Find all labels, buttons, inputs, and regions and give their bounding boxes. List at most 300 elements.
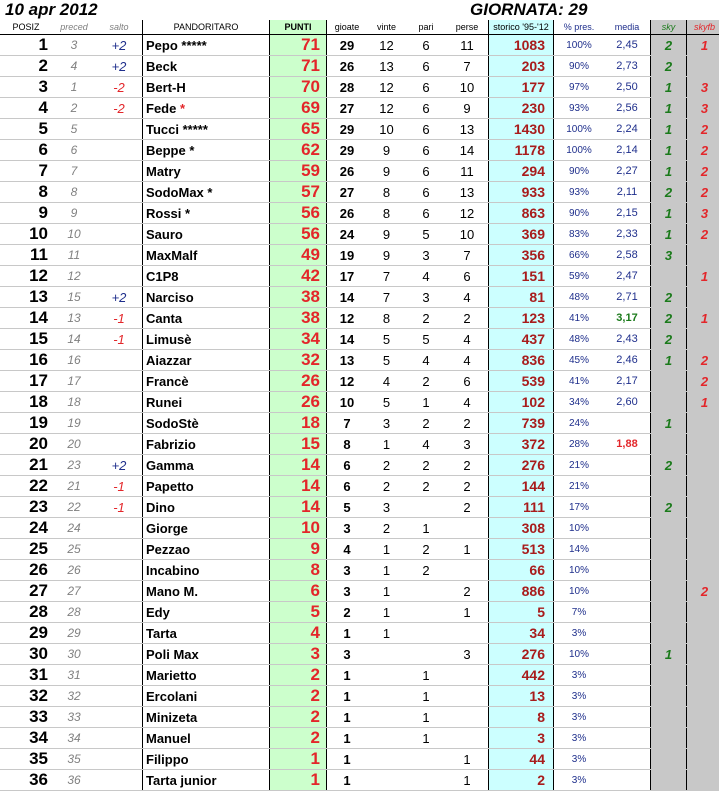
historic-cell: 2 <box>489 770 554 791</box>
lost-cell: 14 <box>446 140 489 161</box>
skyfb-cell <box>687 707 719 728</box>
average-cell: 2,47 <box>604 266 651 287</box>
points-cell: 8 <box>270 560 327 581</box>
attendance-cell: 3% <box>554 707 605 728</box>
historic-cell: 863 <box>489 203 554 224</box>
player-name-cell <box>143 56 270 77</box>
attendance-cell: 3% <box>554 770 605 791</box>
points-cell: 3 <box>270 644 327 665</box>
skyfb-cell <box>687 539 719 560</box>
historic-cell: 102 <box>489 392 554 413</box>
average-cell: 2,11 <box>604 182 651 203</box>
drawn-cell <box>406 581 446 602</box>
player-name-cell <box>143 203 270 224</box>
table-row <box>0 560 719 581</box>
points-cell: 34 <box>270 329 327 350</box>
attendance-cell: 93% <box>554 98 605 119</box>
sky-cell: 1 <box>651 350 687 371</box>
sky-cell: 1 <box>651 203 687 224</box>
rank-change-cell <box>96 350 143 371</box>
played-cell: 10 <box>327 392 368 413</box>
won-cell: 2 <box>367 455 406 476</box>
drawn-cell: 3 <box>406 245 446 266</box>
rank-change-cell: -2 <box>96 98 143 119</box>
points-cell: 56 <box>270 203 327 224</box>
player-mark: * <box>185 206 190 221</box>
points-cell: 65 <box>270 119 327 140</box>
historic-cell: 203 <box>489 56 554 77</box>
skyfb-cell <box>687 413 719 434</box>
points-cell: 70 <box>270 77 327 98</box>
points-cell: 9 <box>270 539 327 560</box>
skyfb-cell: 1 <box>687 266 719 287</box>
table-row <box>0 770 719 791</box>
player-name: Sauro <box>146 227 183 242</box>
drawn-cell: 6 <box>406 161 446 182</box>
average-cell: 2,43 <box>604 329 651 350</box>
historic-cell: 13 <box>489 686 554 707</box>
rank-change-cell: -1 <box>96 329 143 350</box>
attendance-cell: 28% <box>554 434 605 455</box>
position-cell: 11 <box>0 245 52 266</box>
drawn-cell: 5 <box>406 329 446 350</box>
col-vinte: vinte <box>367 20 406 35</box>
played-cell: 3 <box>327 581 368 602</box>
table-row <box>0 56 719 77</box>
won-cell: 10 <box>367 119 406 140</box>
table-row <box>0 728 719 749</box>
attendance-cell: 100% <box>554 140 605 161</box>
skyfb-cell: 2 <box>687 182 719 203</box>
won-cell: 2 <box>367 476 406 497</box>
sky-cell: 2 <box>651 287 687 308</box>
player-name: C1P8 <box>146 269 179 284</box>
average-cell: 2,17 <box>604 371 651 392</box>
attendance-cell: 7% <box>554 602 605 623</box>
player-name-cell <box>143 161 270 182</box>
previous-position-cell: 4 <box>52 56 96 77</box>
position-cell: 33 <box>0 707 52 728</box>
player-name: Runei <box>146 395 182 410</box>
sky-cell: 2 <box>651 308 687 329</box>
rank-change-cell <box>96 581 143 602</box>
historic-cell: 3 <box>489 728 554 749</box>
historic-cell: 356 <box>489 245 554 266</box>
drawn-cell <box>406 770 446 791</box>
attendance-cell: 10% <box>554 560 605 581</box>
drawn-cell: 2 <box>406 539 446 560</box>
sky-cell: 1 <box>651 224 687 245</box>
points-cell: 69 <box>270 98 327 119</box>
historic-cell: 44 <box>489 749 554 770</box>
sky-cell: 2 <box>651 182 687 203</box>
giornata-indicator <box>470 0 587 20</box>
sky-cell: 2 <box>651 35 687 56</box>
won-cell <box>367 728 406 749</box>
points-cell: 26 <box>270 371 327 392</box>
rank-change-cell <box>96 119 143 140</box>
table-row <box>0 434 719 455</box>
player-name-cell <box>143 728 270 749</box>
position-cell: 25 <box>0 539 52 560</box>
attendance-cell: 90% <box>554 203 605 224</box>
won-cell: 12 <box>367 35 406 56</box>
lost-cell: 2 <box>446 497 489 518</box>
lost-cell <box>446 707 489 728</box>
rank-change-cell <box>96 245 143 266</box>
previous-position-cell: 24 <box>52 518 96 539</box>
historic-cell: 151 <box>489 266 554 287</box>
skyfb-cell <box>687 455 719 476</box>
lost-cell: 10 <box>446 224 489 245</box>
won-cell: 1 <box>367 434 406 455</box>
skyfb-cell: 1 <box>687 392 719 413</box>
player-name: Ercolani <box>146 689 197 704</box>
won-cell: 1 <box>367 581 406 602</box>
drawn-cell: 6 <box>406 77 446 98</box>
sky-cell: 1 <box>651 77 687 98</box>
sky-cell: 1 <box>651 140 687 161</box>
lost-cell: 1 <box>446 770 489 791</box>
sky-cell <box>651 623 687 644</box>
rank-change-cell: +2 <box>96 455 143 476</box>
position-cell: 8 <box>0 182 52 203</box>
skyfb-cell <box>687 623 719 644</box>
table-row <box>0 518 719 539</box>
lost-cell: 1 <box>446 749 489 770</box>
player-name: Poli Max <box>146 647 199 662</box>
skyfb-cell: 2 <box>687 161 719 182</box>
historic-cell: 437 <box>489 329 554 350</box>
drawn-cell: 4 <box>406 266 446 287</box>
attendance-cell: 3% <box>554 623 605 644</box>
previous-position-cell: 13 <box>52 308 96 329</box>
previous-position-cell: 10 <box>52 224 96 245</box>
average-cell <box>604 665 651 686</box>
lost-cell <box>446 728 489 749</box>
sky-cell <box>651 560 687 581</box>
historic-cell: 276 <box>489 455 554 476</box>
played-cell: 1 <box>327 749 368 770</box>
drawn-cell: 2 <box>406 560 446 581</box>
attendance-cell: 45% <box>554 350 605 371</box>
sky-cell <box>651 434 687 455</box>
lost-cell: 2 <box>446 308 489 329</box>
player-name: Papetto <box>146 479 194 494</box>
rank-change-cell <box>96 434 143 455</box>
won-cell: 12 <box>367 98 406 119</box>
standings-table <box>0 20 719 791</box>
drawn-cell <box>406 749 446 770</box>
player-name: Rossi <box>146 206 181 221</box>
average-cell <box>604 644 651 665</box>
table-row <box>0 392 719 413</box>
points-cell: 2 <box>270 665 327 686</box>
lost-cell <box>446 560 489 581</box>
points-cell: 38 <box>270 287 327 308</box>
player-name-cell <box>143 266 270 287</box>
played-cell: 14 <box>327 287 368 308</box>
player-name-cell <box>143 140 270 161</box>
played-cell: 29 <box>327 140 368 161</box>
historic-cell: 177 <box>489 77 554 98</box>
attendance-cell: 48% <box>554 287 605 308</box>
player-name-cell <box>143 749 270 770</box>
historic-cell: 836 <box>489 350 554 371</box>
player-name: Manuel <box>146 731 191 746</box>
skyfb-cell <box>687 560 719 581</box>
position-cell: 4 <box>0 98 52 119</box>
attendance-cell: 100% <box>554 35 605 56</box>
average-cell: 2,15 <box>604 203 651 224</box>
table-body <box>0 35 719 791</box>
player-name-cell <box>143 413 270 434</box>
historic-cell: 513 <box>489 539 554 560</box>
rank-change-cell <box>96 266 143 287</box>
player-name-cell <box>143 35 270 56</box>
rank-change-cell: +2 <box>96 287 143 308</box>
position-cell: 21 <box>0 455 52 476</box>
table-row <box>0 287 719 308</box>
lost-cell: 3 <box>446 434 489 455</box>
player-name: SodoStè <box>146 416 199 431</box>
won-cell: 7 <box>367 287 406 308</box>
rank-change-cell <box>96 707 143 728</box>
sky-cell <box>651 539 687 560</box>
lost-cell: 13 <box>446 182 489 203</box>
skyfb-cell: 2 <box>687 119 719 140</box>
previous-position-cell: 28 <box>52 602 96 623</box>
position-cell: 19 <box>0 413 52 434</box>
attendance-cell: 83% <box>554 224 605 245</box>
lost-cell: 12 <box>446 203 489 224</box>
player-name-cell <box>143 581 270 602</box>
rank-change-cell <box>96 602 143 623</box>
rank-change-cell <box>96 665 143 686</box>
attendance-cell: 41% <box>554 371 605 392</box>
player-name-cell <box>143 476 270 497</box>
player-name: Matry <box>146 164 181 179</box>
table-row <box>0 161 719 182</box>
played-cell: 5 <box>327 497 368 518</box>
drawn-cell: 1 <box>406 392 446 413</box>
drawn-cell: 4 <box>406 434 446 455</box>
average-cell <box>604 602 651 623</box>
player-name: Incabino <box>146 563 199 578</box>
played-cell: 28 <box>327 77 368 98</box>
previous-position-cell: 26 <box>52 560 96 581</box>
table-row <box>0 707 719 728</box>
skyfb-cell <box>687 245 719 266</box>
sky-cell: 2 <box>651 329 687 350</box>
player-name-cell <box>143 644 270 665</box>
table-row <box>0 182 719 203</box>
previous-position-cell: 25 <box>52 539 96 560</box>
player-name-cell <box>143 455 270 476</box>
skyfb-cell: 2 <box>687 581 719 602</box>
average-cell: 3,17 <box>604 308 651 329</box>
attendance-cell: 24% <box>554 413 605 434</box>
historic-cell: 539 <box>489 371 554 392</box>
player-name-cell <box>143 539 270 560</box>
table-row <box>0 371 719 392</box>
player-name: Tarta <box>146 626 177 641</box>
drawn-cell: 6 <box>406 119 446 140</box>
won-cell: 9 <box>367 224 406 245</box>
col-posiz: POSIZ <box>0 20 52 35</box>
drawn-cell: 5 <box>406 224 446 245</box>
historic-cell: 230 <box>489 98 554 119</box>
played-cell: 6 <box>327 455 368 476</box>
historic-cell: 739 <box>489 413 554 434</box>
position-cell: 16 <box>0 350 52 371</box>
position-cell: 1 <box>0 35 52 56</box>
attendance-cell: 17% <box>554 497 605 518</box>
player-name: Pezzao <box>146 542 190 557</box>
attendance-cell: 48% <box>554 329 605 350</box>
lost-cell <box>446 665 489 686</box>
rank-change-cell <box>96 161 143 182</box>
won-cell <box>367 644 406 665</box>
drawn-cell: 2 <box>406 455 446 476</box>
previous-position-cell: 35 <box>52 749 96 770</box>
col-preced: preced <box>52 20 96 35</box>
table-row <box>0 623 719 644</box>
points-cell: 1 <box>270 749 327 770</box>
previous-position-cell: 17 <box>52 371 96 392</box>
rank-change-cell <box>96 203 143 224</box>
won-cell: 5 <box>367 329 406 350</box>
player-name: Beck <box>146 59 177 74</box>
attendance-cell: 21% <box>554 476 605 497</box>
points-cell: 42 <box>270 266 327 287</box>
giornata-value: 29 <box>569 0 588 19</box>
table-row <box>0 686 719 707</box>
played-cell: 12 <box>327 371 368 392</box>
rank-change-cell: -1 <box>96 308 143 329</box>
position-cell: 10 <box>0 224 52 245</box>
rank-change-cell <box>96 392 143 413</box>
drawn-cell: 2 <box>406 476 446 497</box>
lost-cell: 2 <box>446 413 489 434</box>
skyfb-cell <box>687 476 719 497</box>
played-cell: 17 <box>327 266 368 287</box>
lost-cell <box>446 518 489 539</box>
player-name-cell <box>143 98 270 119</box>
lost-cell: 7 <box>446 245 489 266</box>
sky-cell <box>651 749 687 770</box>
drawn-cell: 6 <box>406 140 446 161</box>
attendance-cell: 3% <box>554 728 605 749</box>
table-row <box>0 308 719 329</box>
played-cell: 29 <box>327 35 368 56</box>
table-row <box>0 602 719 623</box>
player-mark: ***** <box>181 38 206 53</box>
position-cell: 13 <box>0 287 52 308</box>
average-cell <box>604 539 651 560</box>
position-cell: 5 <box>0 119 52 140</box>
player-name-cell <box>143 224 270 245</box>
table-row <box>0 77 719 98</box>
played-cell: 27 <box>327 98 368 119</box>
table-row <box>0 497 719 518</box>
played-cell: 26 <box>327 203 368 224</box>
position-cell: 32 <box>0 686 52 707</box>
previous-position-cell: 6 <box>52 140 96 161</box>
points-cell: 71 <box>270 35 327 56</box>
average-cell: 2,71 <box>604 287 651 308</box>
table-row <box>0 665 719 686</box>
position-cell: 18 <box>0 392 52 413</box>
average-cell: 2,58 <box>604 245 651 266</box>
lost-cell: 3 <box>446 644 489 665</box>
skyfb-cell: 1 <box>687 35 719 56</box>
lost-cell: 13 <box>446 119 489 140</box>
won-cell: 8 <box>367 203 406 224</box>
drawn-cell: 3 <box>406 287 446 308</box>
sky-cell: 1 <box>651 98 687 119</box>
position-cell: 36 <box>0 770 52 791</box>
player-mark: ***** <box>183 122 208 137</box>
played-cell: 27 <box>327 182 368 203</box>
played-cell: 8 <box>327 434 368 455</box>
col-media: media <box>604 20 651 35</box>
drawn-cell: 6 <box>406 35 446 56</box>
rank-change-cell <box>96 371 143 392</box>
previous-position-cell: 7 <box>52 161 96 182</box>
attendance-cell: 3% <box>554 749 605 770</box>
average-cell: 1,88 <box>604 434 651 455</box>
previous-position-cell: 15 <box>52 287 96 308</box>
attendance-cell: 21% <box>554 455 605 476</box>
lost-cell: 11 <box>446 35 489 56</box>
skyfb-cell <box>687 665 719 686</box>
col-salto: salto <box>96 20 143 35</box>
played-cell: 6 <box>327 476 368 497</box>
drawn-cell: 1 <box>406 686 446 707</box>
rank-change-cell <box>96 728 143 749</box>
skyfb-cell <box>687 497 719 518</box>
played-cell: 1 <box>327 623 368 644</box>
table-row <box>0 35 719 56</box>
lost-cell <box>446 623 489 644</box>
previous-position-cell: 23 <box>52 455 96 476</box>
player-name-cell <box>143 665 270 686</box>
previous-position-cell: 11 <box>52 245 96 266</box>
won-cell: 1 <box>367 602 406 623</box>
col-storico: storico '95-'12 <box>489 20 554 35</box>
table-row <box>0 749 719 770</box>
player-name-cell <box>143 287 270 308</box>
player-mark: * <box>189 143 194 158</box>
previous-position-cell: 19 <box>52 413 96 434</box>
points-cell: 1 <box>270 770 327 791</box>
won-cell: 9 <box>367 245 406 266</box>
points-cell: 2 <box>270 686 327 707</box>
lost-cell: 6 <box>446 371 489 392</box>
sky-cell: 2 <box>651 455 687 476</box>
player-name-cell <box>143 602 270 623</box>
rank-change-cell <box>96 539 143 560</box>
attendance-cell: 3% <box>554 665 605 686</box>
historic-cell: 144 <box>489 476 554 497</box>
skyfb-cell <box>687 728 719 749</box>
table-row <box>0 644 719 665</box>
average-cell <box>604 455 651 476</box>
skyfb-cell: 2 <box>687 224 719 245</box>
points-cell: 26 <box>270 392 327 413</box>
player-name: Fabrizio <box>146 437 196 452</box>
